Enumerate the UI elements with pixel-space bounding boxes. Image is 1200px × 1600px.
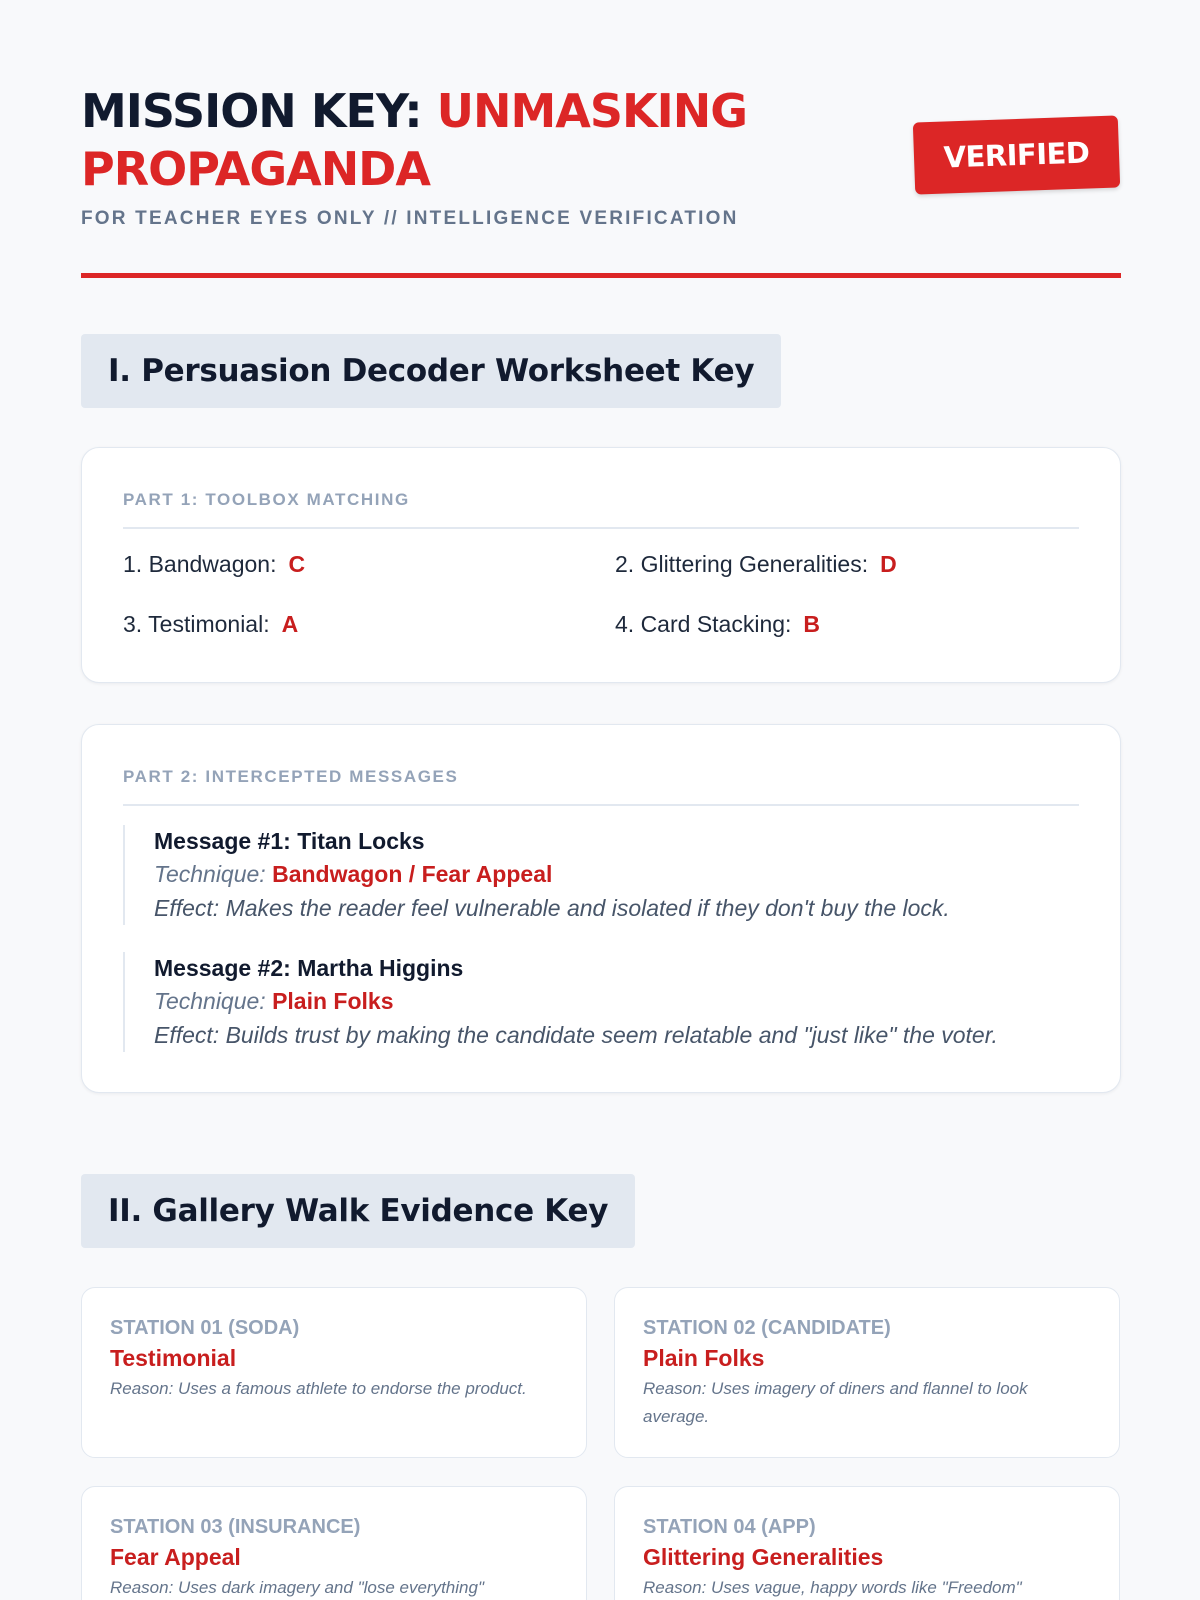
card-label: PART 2: INTERCEPTED MESSAGES — [123, 767, 459, 786]
technique-label: Technique: — [154, 861, 266, 887]
technique-value: Plain Folks — [272, 988, 394, 1014]
station-reason: Reason: Uses vague, happy words like "Freedom" — [643, 1578, 1022, 1597]
match-term: 1. Bandwagon: — [123, 551, 277, 577]
match-answer: B — [803, 611, 821, 637]
message-technique — [154, 858, 1083, 891]
message-effect: Effect: Builds trust by making the candidate seem relatable and "just like" the voter. — [154, 1022, 998, 1048]
match-item — [615, 551, 897, 578]
station-card — [81, 1486, 587, 1600]
match-term: 4. Card Stacking: — [615, 611, 792, 637]
match-answer: D — [880, 551, 897, 577]
match-answer: A — [281, 611, 299, 637]
match-item — [123, 551, 305, 578]
message-title: Message #1: Titan Locks — [154, 828, 425, 854]
message-effect: Effect: Makes the reader feel vulnerable and isolated if they don't buy the lock. — [154, 895, 950, 921]
station-technique: Plain Folks — [643, 1345, 765, 1371]
message-entry — [123, 825, 1083, 925]
station-label: STATION 02 (CANDIDATE) — [643, 1317, 891, 1339]
station-label: STATION 03 (INSURANCE) — [110, 1516, 361, 1538]
station-reason: Reason: Uses dark imagery and "lose everything" — [110, 1578, 484, 1597]
station-card — [614, 1287, 1120, 1458]
match-term: 2. Glittering Generalities: — [615, 551, 869, 577]
station-label: STATION 01 (SODA) — [110, 1317, 300, 1339]
message-entry — [123, 952, 1083, 1052]
title-prefix: MISSION KEY: — [81, 84, 422, 138]
card-divider — [123, 527, 1079, 529]
title-accent: UNMASKING PROPAGANDA — [81, 84, 747, 196]
station-technique: Glittering Generalities — [643, 1544, 884, 1570]
match-item — [123, 611, 298, 638]
intercepted-messages-card — [81, 724, 1121, 1093]
station-label: STATION 04 (APP) — [643, 1516, 816, 1538]
station-technique: Fear Appeal — [110, 1544, 241, 1570]
technique-value: Bandwagon / Fear Appeal — [272, 861, 553, 887]
technique-label: Technique: — [154, 988, 266, 1014]
station-reason: Reason: Uses a famous athlete to endorse the product. — [110, 1379, 527, 1398]
message-technique — [154, 985, 1083, 1018]
page-title — [81, 82, 821, 198]
section-heading-gallery-walk: II. Gallery Walk Evidence Key — [81, 1174, 635, 1248]
station-card — [614, 1486, 1120, 1600]
verified-stamp: VERIFIED — [913, 115, 1120, 194]
card-divider — [123, 804, 1079, 806]
page-header — [81, 0, 1121, 280]
card-label: PART 1: TOOLBOX MATCHING — [123, 490, 410, 509]
match-item — [615, 611, 820, 638]
message-title: Message #2: Martha Higgins — [154, 955, 464, 981]
match-answer: C — [288, 551, 306, 577]
station-technique: Testimonial — [110, 1345, 237, 1371]
answer-key-page — [81, 0, 1121, 1597]
toolbox-matching-card — [81, 447, 1121, 683]
station-reason: Reason: Uses imagery of diners and flannel to look average. — [643, 1379, 1028, 1426]
header-divider — [81, 273, 1121, 278]
match-term: 3. Testimonial: — [123, 611, 270, 637]
page-subtitle: FOR TEACHER EYES ONLY // INTELLIGENCE VERIFICATION — [81, 208, 739, 229]
section-heading-worksheet-key: I. Persuasion Decoder Worksheet Key — [81, 334, 781, 408]
station-card — [81, 1287, 587, 1458]
